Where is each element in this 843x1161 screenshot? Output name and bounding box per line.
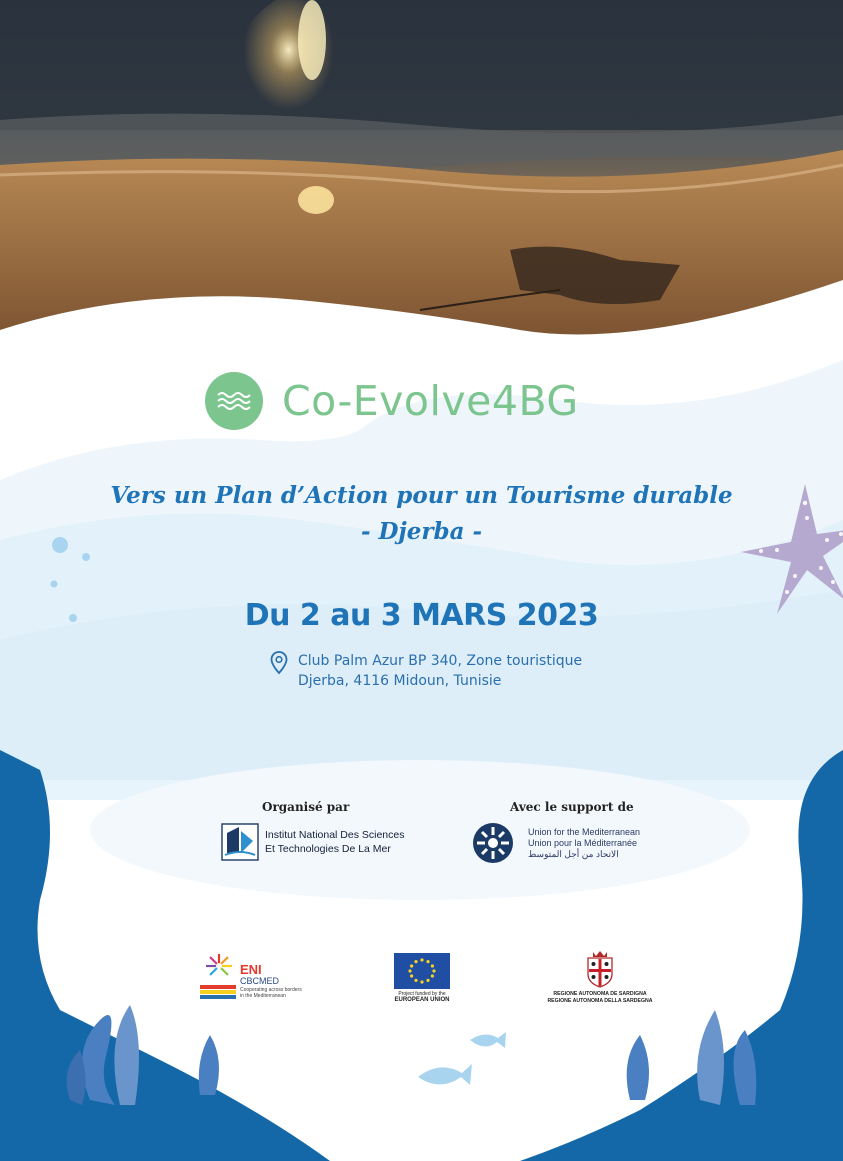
event-title — [0, 478, 843, 550]
event-location — [270, 651, 582, 691]
event-title-line2: - Djerba - — [360, 518, 483, 545]
support-line1: Union for the Mediterranean — [528, 826, 641, 837]
support-line3: الاتحاد من أجل المتوسط — [528, 848, 619, 859]
eu-bottom-text: EUROPEAN UNION — [394, 997, 450, 1003]
organizer-label: Organisé par — [262, 800, 350, 814]
eni-waves-icon — [200, 983, 236, 1003]
eni-tagline-line1: Cooperating across borders — [240, 987, 302, 993]
event-title-line1: Vers un Plan d’Action pour un Tourisme durable — [110, 482, 733, 509]
organizer-name-line2: Et Technologies De La Mer — [265, 843, 391, 855]
support-label: Avec le support de — [510, 800, 634, 814]
sardegna-line1: REGIONE AUTONOMA DE SARDIGNA — [553, 991, 647, 997]
beach-photo — [0, 0, 843, 345]
organizer-name-line1: Institut National Des Sciences — [265, 829, 405, 841]
support-line2: Union pour la Méditerranée — [528, 837, 638, 848]
sun-icon — [202, 952, 236, 982]
location-line2: Djerba, 4116 Midoun, Tunisie — [298, 673, 502, 689]
map-pin-icon — [270, 651, 288, 675]
eu-flag-icon — [394, 953, 450, 989]
eu-logo — [392, 953, 452, 1003]
brand-name: Co-Evolve4BG — [282, 377, 579, 425]
organizer-block — [221, 823, 404, 861]
eu-top-text: Project funded by the — [398, 991, 446, 997]
eni-subtitle: CBCMED — [240, 976, 280, 986]
event-date: Du 2 au 3 MARS 2023 — [244, 598, 599, 633]
sardegna-crest-icon — [585, 950, 615, 988]
sardegna-logo — [545, 950, 655, 1005]
waves-icon — [205, 372, 263, 430]
location-line1: Club Palm Azur BP 340, Zone touristique — [298, 653, 583, 669]
sardegna-line2: REGIONE AUTONOMA DELLA SARDEGNA — [547, 998, 653, 1004]
instm-logo-icon — [221, 823, 259, 861]
support-block — [472, 822, 640, 864]
eni-title: ENI — [240, 962, 262, 977]
eni-tagline-line2: in the Mediterranean — [240, 993, 286, 999]
brand — [205, 372, 579, 430]
ufm-logo-icon — [472, 822, 514, 864]
